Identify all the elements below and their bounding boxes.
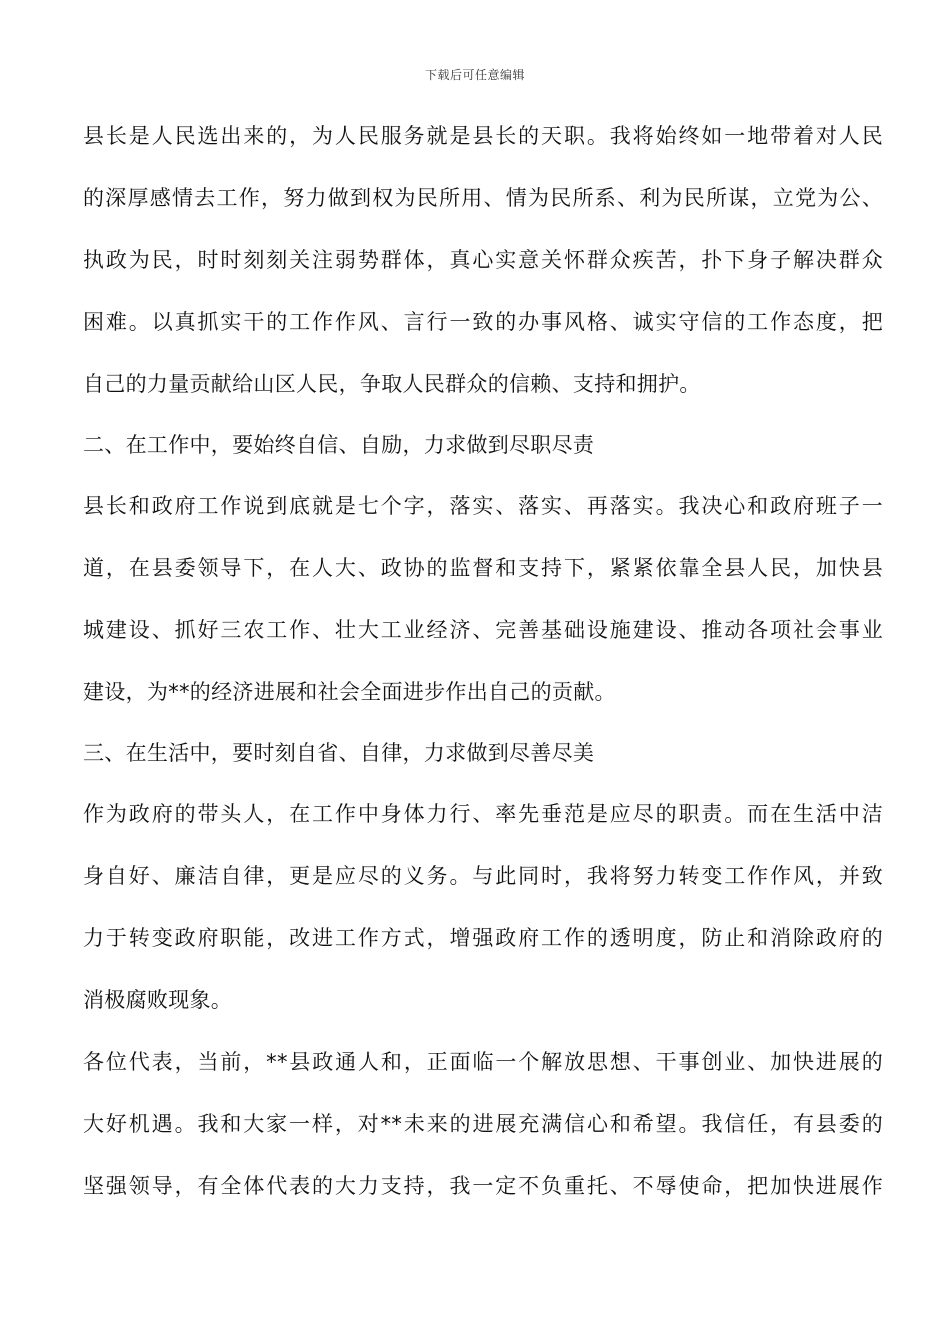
text-line: 自己的力量贡献给山区人民，争取人民群众的信赖、支持和拥护。: [83, 372, 701, 396]
text-line: 执政为民，时时刻刻关注弱势群体，真心实意关怀群众疾苦，扑下身子解决群众: [83, 248, 883, 272]
paragraph: [83, 475, 883, 723]
heading-text: 三、在生活中，要时刻自省、自律，力求做到尽善尽美: [83, 741, 595, 765]
document-body: [83, 105, 883, 1217]
paragraph: [83, 105, 883, 415]
text-line: 城建设、抓好三农工作、壮大工业经济、完善基础设施建设、推动各项社会事业: [83, 618, 883, 642]
text-line: 县长是人民选出来的，为人民服务就是县长的天职。我将始终如一地带着对人民: [83, 124, 883, 148]
section-heading: [83, 723, 883, 783]
paragraph: [83, 1031, 883, 1217]
text-line: 消极腐败现象。: [83, 988, 233, 1012]
text-line: 身自好、廉洁自律，更是应尽的义务。与此同时，我将努力转变工作作风，并致: [83, 864, 883, 888]
text-line: 困难。以真抓实干的工作作风、言行一致的办事风格、诚实守信的工作态度，把: [83, 310, 883, 334]
text-line: 作为政府的带头人，在工作中身体力行、率先垂范是应尽的职责。而在生活中洁: [83, 802, 883, 826]
heading-text: 二、在工作中，要始终自信、自励，力求做到尽职尽责: [83, 433, 595, 457]
text-line: 各位代表，当前，**县政通人和，正面临一个解放思想、干事创业、加快进展的: [83, 1050, 883, 1074]
page-header: 下载后可任意编辑: [424, 68, 525, 82]
text-line: 力于转变政府职能，改进工作方式，增强政府工作的透明度，防止和消除政府的: [83, 926, 883, 950]
section-heading: [83, 415, 883, 475]
paragraph: [83, 783, 883, 1031]
text-line: 坚强领导，有全体代表的大力支持，我一定不负重托、不辱使命，把加快进展作: [83, 1174, 883, 1198]
text-line: 道，在县委领导下，在人大、政协的监督和支持下，紧紧依靠全县人民，加快县: [83, 556, 883, 580]
text-line: 县长和政府工作说到底就是七个字，落实、落实、再落实。我决心和政府班子一: [83, 494, 883, 518]
text-line: 建设，为**的经济进展和社会全面进步作出自己的贡献。: [83, 680, 616, 704]
text-line: 的深厚感情去工作，努力做到权为民所用、情为民所系、利为民所谋，立党为公、: [83, 186, 883, 210]
text-line: 大好机遇。我和大家一样，对**未来的进展充满信心和希望。我信任，有县委的: [83, 1112, 883, 1136]
